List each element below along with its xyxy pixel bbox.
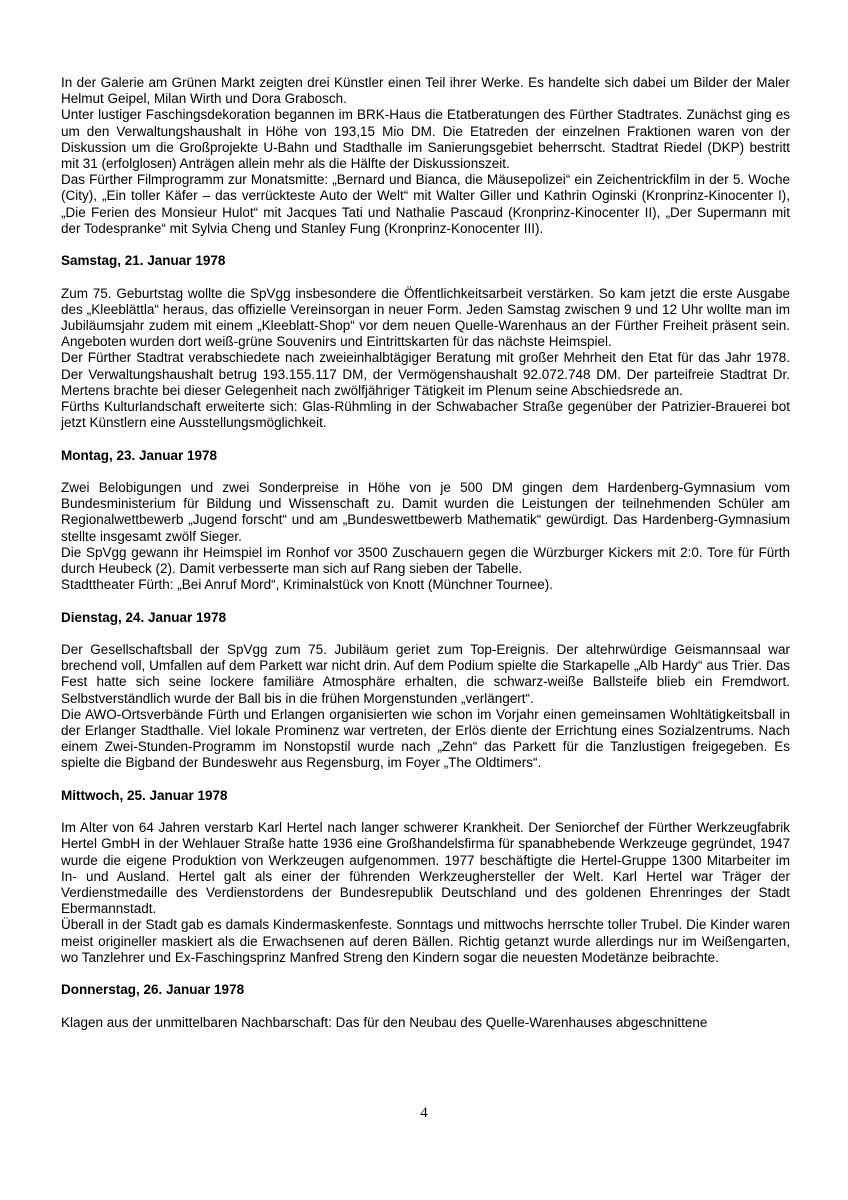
page-number: 4	[420, 1105, 428, 1121]
paragraph: Im Alter von 64 Jahren verstarb Karl Hertel nach langer schwerer Krankheit. Der Seniorchef der Fürther Werkzeugfabrik Hertel GmbH in der Wehlauer Straße hatte 1936 eine Großhandelsfirma für spanabhebende Werkzeuge gegründet, 1947 wurde die eigene Produktion von Werkzeugen aufgenommen. 1977 beschäftigte die Hertel-Gruppe 1300 Mitarbeiter im In- und Ausland. Hertel galt als einer der führenden Werkzeughersteller der Welt. Karl Hertel war Träger der Verdienstmedaille des Verdienstordens der Bundesrepublik Deutschland und des goldenen Ehrenringes der Stadt Ebermannstadt.	[61, 820, 790, 917]
section-mittwoch-25-januar-1978	[61, 788, 790, 966]
chronicle-text-block	[61, 75, 790, 1031]
day-heading: Donnerstag, 26. Januar 1978	[61, 982, 245, 998]
section-donnerstag-26-januar-1978	[61, 982, 790, 1031]
paragraph: Klagen aus der unmittelbaren Nachbarschaft: Das für den Neubau des Quelle-Warenhauses abgeschnittene	[61, 1014, 708, 1030]
day-heading: Dienstag, 24. Januar 1978	[61, 609, 227, 625]
paragraph: Fürths Kulturlandschaft erweiterte sich: Glas-Rühmling in der Schwabacher Straße gegenüber der Patrizier-Brauerei bot jetzt Künstlern eine Ausstellungsmöglichkeit.	[61, 399, 790, 431]
section-samstag-21-januar-1978	[61, 253, 790, 431]
intro-paragraph: In der Galerie am Grünen Markt zeigten drei Künstler einen Teil ihrer Werke. Es handelte sich dabei um Bilder der Maler Helmut Geipel, Milan Wirth und Dora Grabosch.	[61, 75, 790, 107]
intro-paragraph: Unter lustiger Faschingsdekoration begannen im BRK-Haus die Etatberatungen des Fürther Stadtrates. Zunächst ging es um den Verwaltungshaushalt in Höhe von 193,15 Mio DM. Die Etatreden der einzelnen Fraktionen waren von der Diskussion um die Großprojekte U-Bahn und Stadthalle im Sanierungsgebiet beherrscht. Stadtrat Riedel (DKP) bestritt mit 31 (erfolglosen) Anträgen allein mehr als die Hälfte der Diskussionszeit.	[61, 107, 790, 172]
paragraph: Die SpVgg gewann ihr Heimspiel im Ronhof vor 3500 Zuschauern gegen die Würzburger Kickers mit 2:0. Tore für Fürth durch Heubeck (2). Damit verbesserte man sich auf Rang sieben der Tabelle.	[61, 544, 790, 577]
paragraph: Zwei Belobigungen und zwei Sonderpreise in Höhe von je 500 DM gingen dem Hardenberg-Gymnasium vom Bundesministerium für Bildung und Wissenschaft zu. Damit wurden die Leistungen der teilnehmenden Schüler am Regionalwettbewerb „Jugend forscht“ und am „Bundeswettbewerb Mathematik“ gewürdigt. Das Hardenberg-Gymnasium stellte insgesamt zwölf Sieger.	[61, 480, 790, 544]
paragraph: Stadttheater Fürth: „Bei Anruf Mord“, Kriminalstück von Knott (Münchner Tournee).	[61, 577, 553, 593]
day-heading: Montag, 23. Januar 1978	[61, 447, 218, 463]
paragraph: Der Gesellschaftsball der SpVgg zum 75. Jubiläum geriet zum Top-Ereignis. Der altehrwürdige Geismannsaal war brechend voll, Umfallen auf dem Parkett war nicht drin. Auf dem Podium spielte die Starkapelle „Alb Hardy“ aus Trier. Das Fest hatte sich seine lockere familiäre Atmosphäre erhalten, die schwarz-weiße Ballsteife blieb ein Fremdwort. Selbstverständlich wurde der Ball bis in die frühen Morgenstunden „verlängert“.	[61, 642, 790, 706]
paragraph: Überall in der Stadt gab es damals Kindermaskenfeste. Sonntags und mittwochs herrschte toller Trubel. Die Kinder waren meist origineller maskiert als die Erwachsenen auf deren Bällen. Richtig getanzt wurde allerdings nur im Weißengarten, wo Tanzlehrer und Ex-Faschingsprinz Manfred Streng den Kindern sogar die neuesten Modetänze beibrachte.	[61, 917, 790, 965]
section-dienstag-24-januar-1978	[61, 610, 790, 772]
day-heading: Mittwoch, 25. Januar 1978	[61, 787, 228, 803]
intro-paragraph: Das Fürther Filmprogramm zur Monatsmitte: „Bernard und Bianca, die Mäusepolizei“ ein Zeichentrickfilm in der 5. Woche (City), „Ein toller Käfer – das verrückteste Auto der Welt“ mit Walter Giller und Kathrin Oginski (Kronprinz-Kinocenter I), „Die Ferien des Monsieur Hulot“ mit Jacques Tati und Nathalie Pascaud (Kronprinz-Kinocenter II), „Der Supermann mit der Todespranke“ mit Sylvia Cheng und Stanley Fung (Kronprinz-Konocenter III).	[61, 172, 790, 236]
paragraph: Zum 75. Geburtstag wollte die SpVgg insbesondere die Öffentlichkeitsarbeit verstärken. So kam jetzt die erste Ausgabe des „Kleeblättla“ heraus, das offizielle Vereinsorgan in neuer Form. Jeden Samstag zwischen 9 und 12 Uhr wollte man im Jubiläumsjahr zudem mit einem „Kleeblatt-Shop“ vor dem neuen Quelle-Warenhaus an der Fürther Freiheit präsent sein. Angeboten wurden dort weiß-grüne Souvenirs und Eintrittskarten für das nächste Heimspiel.	[61, 285, 790, 350]
day-heading: Samstag, 21. Januar 1978	[61, 253, 226, 269]
section-montag-23-januar-1978	[61, 448, 790, 594]
paragraph: Die AWO-Ortsverbände Fürth und Erlangen organisierten wie schon im Vorjahr einen gemeinsamen Wohltätigkeitsball in der Erlanger Stadthalle. Viel lokale Prominenz war vertreten, der Erlös diente der Errichtung eines Sozialzentrums. Nach einem Zwei-Stunden-Programm im Nonstopstil wurde nach „Zehn“ das Parkett für die Tanzlustigen freigegeben. Es spielte die Bigband der Bundeswehr aus Regensburg, im Foyer „The Oldtimers“.	[61, 706, 790, 771]
paragraph: Der Fürther Stadtrat verabschiedete nach zweieinhalbtägiger Beratung mit großer Mehrheit den Etat für das Jahr 1978. Der Verwaltungshaushalt betrug 193.155.117 DM, der Vermögenshaushalt 92.072.748 DM. Der parteifreie Stadtrat Dr. Mertens brachte bei dieser Gelegenheit nach zwölfjähriger Tätigkeit im Plenum seine Abschiedsrede an.	[61, 350, 790, 398]
